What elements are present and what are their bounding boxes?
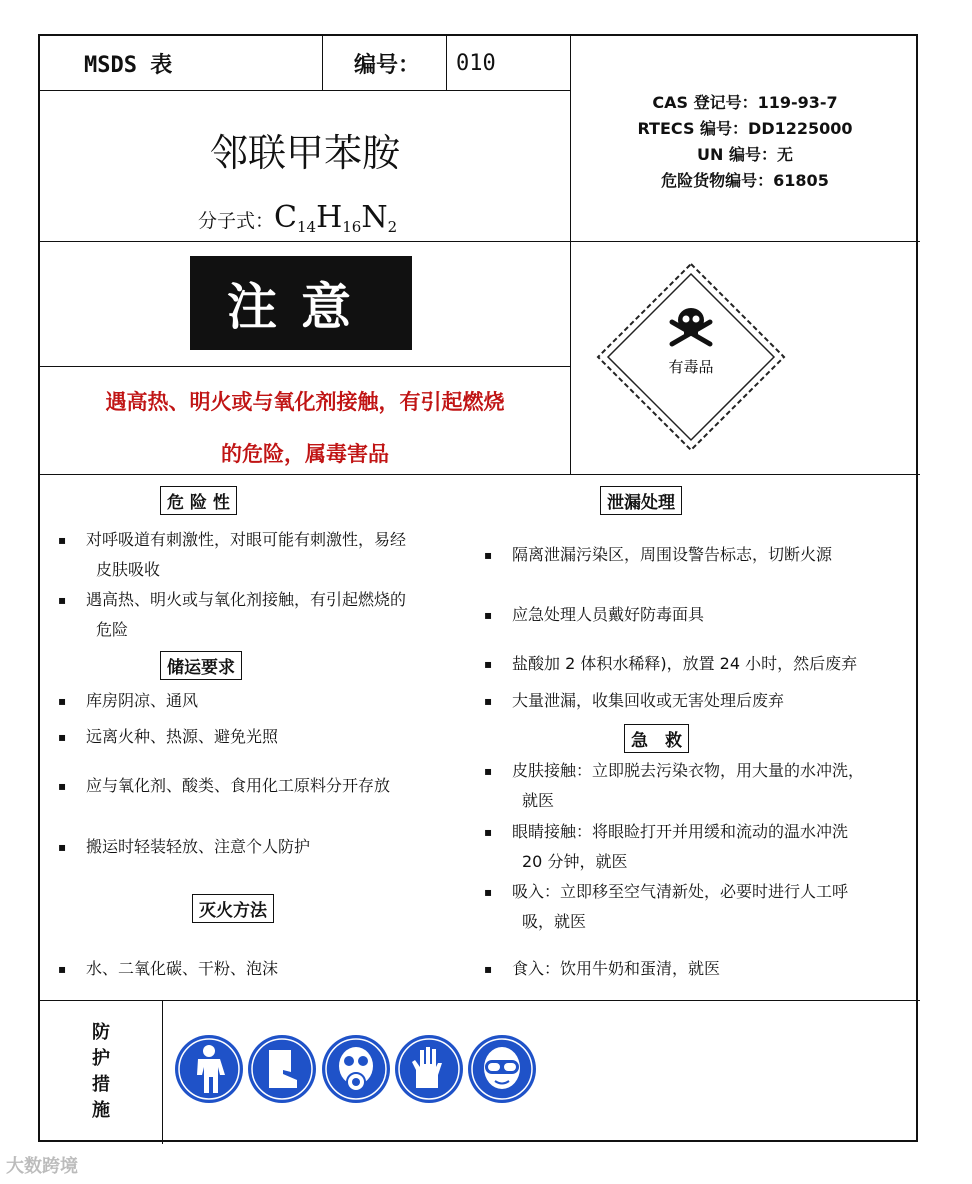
gloves-icon (394, 1034, 464, 1104)
storage-item: ▪ 远离火种、热源、避免光照 (58, 727, 279, 746)
toxic-hazard-diamond (596, 262, 786, 452)
first-aid-title: 急 救 (624, 724, 689, 753)
protective-suit-icon (174, 1034, 244, 1104)
row-divider-4 (40, 1000, 920, 1001)
first-aid-item: ▪ 皮肤接触：立即脱去污染衣物，用大量的水冲洗， 就医 (484, 761, 865, 810)
identifier-list (570, 90, 920, 194)
number-value: 010 (456, 50, 496, 76)
bullet: ▪ (58, 533, 67, 547)
formula-c: C (274, 200, 297, 235)
formula-c-sub: 14 (296, 217, 317, 236)
storage-item: ▪ 搬运时轻装轻放、注意个人防护 (58, 837, 311, 856)
header-sep-1 (322, 36, 323, 90)
goggles-icon (467, 1034, 537, 1104)
rtecs-number: RTECS 编号：DD1225000 (637, 119, 853, 138)
molecular-formula (198, 200, 397, 236)
storage-item: ▪ 库房阴凉、通风 (58, 691, 199, 710)
first-aid-item: ▪ 吸入：立即移至空气清新处，必要时进行人工呼 吸，就医 (484, 882, 849, 931)
leak-item: ▪ 大量泄漏，收集回收或无害处理后废弃 (484, 691, 785, 710)
form-label: MSDS 表 (84, 52, 173, 78)
storage-title: 储运要求 (160, 651, 242, 680)
row-divider-1 (40, 241, 920, 242)
safety-boots-icon (247, 1034, 317, 1104)
firefighting-item: ▪ 水、二氧化碳、干粉、泡沫 (58, 959, 279, 978)
header-sep-2 (446, 36, 447, 90)
warning-statement (40, 376, 570, 480)
protection-label: 防 护 措 施 (92, 1022, 110, 1121)
formula-h: H (316, 200, 343, 235)
hazard-class-label: 有毒品 (668, 358, 714, 376)
hazard-item: ▪ 对呼吸道有刺激性，对眼可能有刺激性，易经 皮肤吸收 (86, 525, 406, 585)
dangerous-goods-number: 危险货物编号：61805 (661, 171, 829, 190)
watermark: 大数跨境 (6, 1156, 78, 1177)
leak-item: ▪ 盐酸加 2 体积水稀释)，放置 24 小时，然后废弃 (484, 654, 858, 673)
leak-item: ▪ 应急处理人员戴好防毒面具 (484, 605, 705, 624)
protection-divider (162, 1000, 163, 1144)
leak-item: ▪ 隔离泄漏污染区，周围设警告标志，切断火源 (484, 545, 833, 564)
warning-line-2: 的危险，属毒害品 (221, 442, 389, 466)
formula-n-sub: 2 (387, 217, 398, 236)
signal-word: 注意 (190, 256, 412, 350)
chemical-name: 邻联甲苯胺 (209, 131, 400, 175)
formula-h-sub: 16 (342, 217, 362, 236)
row-divider-2 (40, 366, 570, 367)
warning-line-1: 遇高热、明火或与氧化剂接触，有引起燃烧 (105, 390, 505, 414)
formula-n: N (361, 200, 388, 235)
leak-title: 泄漏处理 (600, 486, 682, 515)
first-aid-item: ▪ 眼睛接触：将眼睑打开并用缓和流动的温水冲洗 20 分钟，就医 (484, 822, 849, 871)
formula-label: 分子式： (198, 210, 275, 232)
un-number: UN 编号：无 (697, 145, 793, 164)
hazard-title: 危 险 性 (160, 486, 237, 515)
first-aid-item: ▪ 食入：饮用牛奶和蛋清，就医 (484, 959, 721, 978)
bullet: ▪ (58, 593, 67, 607)
cas-number: CAS 登记号：119-93-7 (652, 93, 838, 112)
hazard-item: ▪ 遇高热、明火或与氧化剂接触，有引起燃烧的 危险 (86, 585, 406, 645)
header-divider (40, 90, 570, 91)
msds-sheet (38, 34, 918, 1142)
number-label: 编号： (354, 52, 421, 78)
gas-mask-icon (321, 1034, 391, 1104)
storage-item: ▪ 应与氧化剂、酸类、食用化工原料分开存放 (58, 776, 391, 795)
firefighting-title: 灭火方法 (192, 894, 274, 923)
